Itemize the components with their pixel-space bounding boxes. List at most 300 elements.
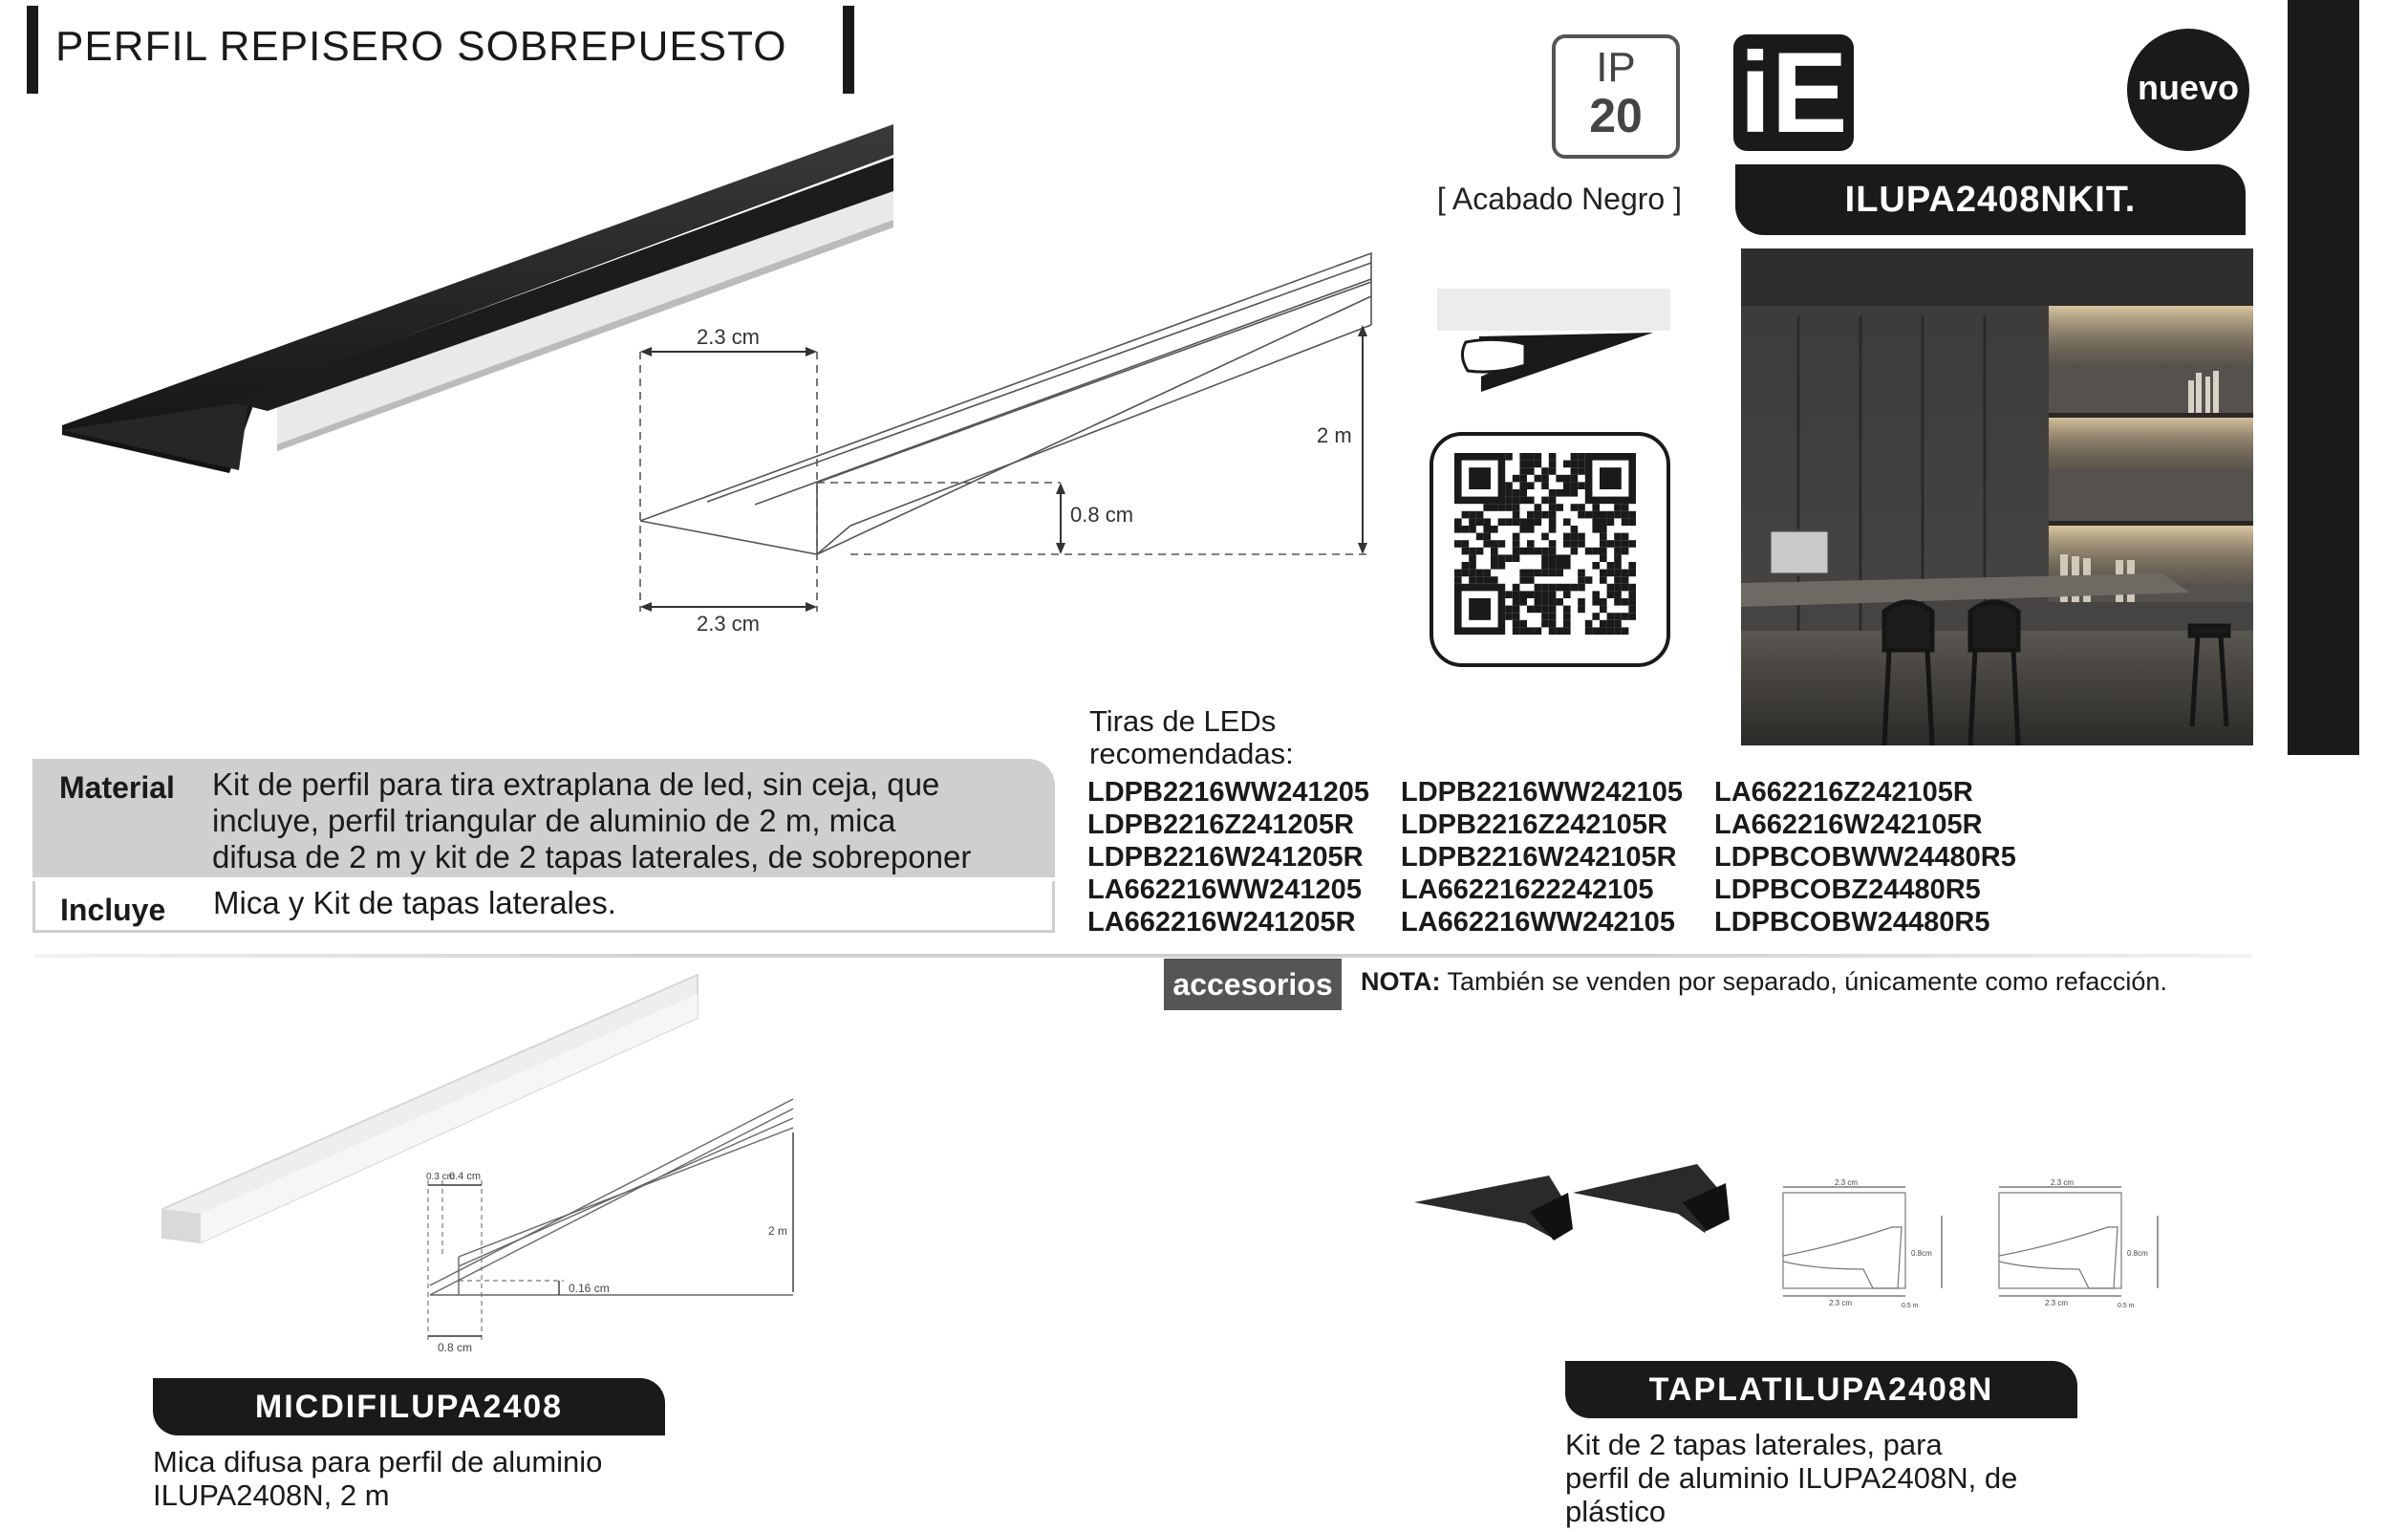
qr-module xyxy=(1483,540,1491,548)
qr-module xyxy=(1513,554,1520,562)
cap-dim-height: 0.8cm xyxy=(1911,1249,1932,1258)
qr-module xyxy=(1607,620,1615,628)
section-divider xyxy=(34,954,2251,958)
qr-module xyxy=(1519,598,1527,606)
qr-module xyxy=(1491,504,1498,511)
qr-module xyxy=(1607,562,1615,570)
qr-module xyxy=(1527,497,1535,505)
qr-module xyxy=(1505,606,1513,614)
qr-module xyxy=(1578,467,1585,475)
office-scene xyxy=(1741,248,2253,745)
qr-module xyxy=(1469,548,1476,555)
qr-module xyxy=(1556,570,1563,577)
profile-cross-section-image xyxy=(1437,289,1672,396)
qr-module xyxy=(1578,570,1585,577)
qr-module xyxy=(1527,467,1535,475)
led-item: LDPBCOBWW24480R5 xyxy=(1714,842,2016,873)
qr-module xyxy=(1628,518,1636,526)
qr-module xyxy=(1571,540,1579,548)
caps-desc-line: Kit de 2 tapas laterales, para xyxy=(1565,1428,1943,1461)
qr-module xyxy=(1622,518,1629,526)
qr-module xyxy=(1535,570,1542,577)
spec-row-material xyxy=(32,759,1055,877)
qr-module xyxy=(1614,548,1622,555)
qr-module xyxy=(1535,591,1542,598)
qr-module xyxy=(1600,511,1607,519)
ip-label: IP xyxy=(1596,44,1636,91)
qr-module xyxy=(1622,584,1629,592)
qr-module xyxy=(1614,627,1622,635)
qr-module xyxy=(1571,461,1579,468)
qr-module xyxy=(1513,620,1520,628)
title-bar-left xyxy=(27,6,38,94)
qr-module xyxy=(1541,482,1549,489)
caps-desc-line: perfil de aluminio ILUPA2408N, de xyxy=(1565,1461,2018,1495)
qr-module xyxy=(1563,554,1571,562)
qr-module xyxy=(1592,627,1600,635)
cap-dim-thick: 0.5 m xyxy=(1902,1303,1919,1309)
qr-module xyxy=(1556,584,1563,592)
qr-module xyxy=(1541,562,1549,570)
qr-module xyxy=(1535,606,1542,614)
mica-dimension-diagram xyxy=(401,1090,803,1357)
page-title: PERFIL REPISERO SOBREPUESTO xyxy=(55,23,787,70)
qr-module xyxy=(1592,562,1600,570)
qr-module xyxy=(1585,620,1593,628)
qr-module xyxy=(1622,540,1629,548)
qr-module xyxy=(1469,576,1476,584)
qr-module xyxy=(1519,497,1527,505)
qr-module xyxy=(1505,497,1513,505)
qr-module xyxy=(1614,570,1622,577)
qr-module xyxy=(1556,489,1563,497)
led-item: LDPBCOBZ24480R5 xyxy=(1714,874,1981,905)
accessories-label: accesorios xyxy=(1164,959,1342,1010)
qr-module xyxy=(1628,613,1636,620)
qr-module xyxy=(1622,598,1629,606)
qr-module xyxy=(1600,598,1607,606)
qr-module xyxy=(1578,584,1585,592)
qr-module xyxy=(1513,613,1520,620)
qr-module xyxy=(1483,570,1491,577)
brand-side-strip xyxy=(2288,0,2359,755)
new-badge: nuevo xyxy=(2127,29,2249,151)
product-code-tab: ILUPA2408NKIT. xyxy=(1735,164,2246,235)
qr-module xyxy=(1614,598,1622,606)
accessories-note xyxy=(1361,967,2167,997)
qr-module xyxy=(1571,467,1579,475)
qr-module xyxy=(1622,627,1629,635)
qr-module xyxy=(1571,475,1579,483)
qr-module xyxy=(1527,511,1535,519)
qr-module xyxy=(1519,526,1527,533)
qr-module xyxy=(1513,591,1520,598)
includes-value: Mica y Kit de tapas laterales. xyxy=(213,885,616,920)
qr-module xyxy=(1519,475,1527,483)
qr-module xyxy=(1541,620,1549,628)
qr-module xyxy=(1600,576,1607,584)
qr-module xyxy=(1622,613,1629,620)
qr-module xyxy=(1549,620,1557,628)
qr-module xyxy=(1614,562,1622,570)
qr-module xyxy=(1476,518,1484,526)
qr-module xyxy=(1600,606,1607,614)
qr-module xyxy=(1491,554,1498,562)
leds-title-line: recomendadas: xyxy=(1089,737,1294,770)
qr-module xyxy=(1476,548,1484,555)
qr-module xyxy=(1563,627,1571,635)
qr-module xyxy=(1592,518,1600,526)
qr-module xyxy=(1549,511,1557,519)
qr-module xyxy=(1592,548,1600,555)
qr-module xyxy=(1614,554,1622,562)
dim-width-top: 2.3 cm xyxy=(696,325,761,349)
qr-module xyxy=(1549,606,1557,614)
qr-module xyxy=(1578,504,1585,511)
qr-module xyxy=(1535,518,1542,526)
led-item: LDPB2216W241205R xyxy=(1087,842,1364,873)
qr-module xyxy=(1628,511,1636,519)
qr-module xyxy=(1578,453,1585,461)
qr-module xyxy=(1600,627,1607,635)
qr-module xyxy=(1614,613,1622,620)
ie-logo xyxy=(1733,29,1854,157)
qr-module xyxy=(1519,576,1527,584)
led-item: LDPB2216Z241205R xyxy=(1087,809,1354,840)
material-line: Kit de perfil para tira extraplana de led, sin ceja, que xyxy=(212,766,940,802)
qr-module xyxy=(1519,467,1527,475)
qr-module xyxy=(1527,461,1535,468)
qr-module xyxy=(1571,584,1579,592)
qr-module xyxy=(1491,526,1498,533)
qr-module xyxy=(1541,475,1549,483)
qr-module xyxy=(1571,533,1579,541)
qr-module xyxy=(1513,548,1520,555)
cap-dim-thick: 0.5 m xyxy=(2118,1303,2135,1309)
qr-module xyxy=(1519,570,1527,577)
qr-module xyxy=(1607,511,1615,519)
qr-module xyxy=(1476,511,1484,519)
qr-module xyxy=(1614,584,1622,592)
qr-module xyxy=(1535,584,1542,592)
qr-module xyxy=(1541,613,1549,620)
qr-module xyxy=(1563,482,1571,489)
qr-module xyxy=(1549,461,1557,468)
qr-module xyxy=(1505,518,1513,526)
mica-desc-line: Mica difusa para perfil de aluminio xyxy=(153,1445,603,1478)
qr-module xyxy=(1571,548,1579,555)
qr-module xyxy=(1549,591,1557,598)
qr-module xyxy=(1535,453,1542,461)
qr-module xyxy=(1527,526,1535,533)
qr-module xyxy=(1614,511,1622,519)
page-title-block xyxy=(27,6,854,94)
qr-module xyxy=(1549,497,1557,505)
qr-module xyxy=(1563,461,1571,468)
qr-module xyxy=(1571,453,1579,461)
qr-module xyxy=(1592,511,1600,519)
qr-module xyxy=(1513,489,1520,497)
qr-module xyxy=(1549,453,1557,461)
led-item: LDPB2216WW241205 xyxy=(1087,777,1369,808)
qr-module xyxy=(1535,511,1542,519)
note-bold: NOTA: xyxy=(1361,967,1441,996)
qr-module xyxy=(1614,540,1622,548)
dim-height: 0.8 cm xyxy=(1070,503,1134,527)
qr-module xyxy=(1513,511,1520,519)
brand-registered-mark: ® xyxy=(2366,523,2386,536)
qr-module xyxy=(1541,584,1549,592)
qr-module xyxy=(1549,548,1557,555)
qr-module xyxy=(1622,504,1629,511)
qr-module xyxy=(1513,475,1520,483)
led-list-col2 xyxy=(1401,776,1683,939)
qr-module xyxy=(1527,627,1535,635)
qr-module xyxy=(1505,482,1513,489)
cap-dim-height: 0.8cm xyxy=(2127,1249,2148,1258)
qr-module xyxy=(1585,548,1593,555)
qr-module xyxy=(1535,475,1542,483)
caps-code-tab: TAPLATILUPA2408N xyxy=(1565,1361,2077,1418)
qr-module xyxy=(1513,540,1520,548)
qr-module xyxy=(1563,613,1571,620)
qr-module xyxy=(1483,533,1491,541)
qr-module xyxy=(1513,606,1520,614)
qr-module xyxy=(1549,613,1557,620)
qr-module xyxy=(1622,548,1629,555)
material-value xyxy=(212,766,971,875)
led-item: LA662216WW242105 xyxy=(1401,907,1675,938)
qr-module xyxy=(1549,584,1557,592)
qr-module xyxy=(1519,461,1527,468)
qr-module xyxy=(1541,533,1549,541)
qr-module xyxy=(1498,554,1506,562)
qr-module xyxy=(1622,576,1629,584)
qr-module xyxy=(1454,518,1462,526)
mica-desc-line: ILUPA2408N, 2 m xyxy=(153,1478,390,1512)
qr-module xyxy=(1535,548,1542,555)
qr-module xyxy=(1519,548,1527,555)
qr-module xyxy=(1469,554,1476,562)
qr-code[interactable] xyxy=(1430,432,1670,667)
cap-dim-width: 2.3 cm xyxy=(1835,1178,1859,1187)
qr-finder xyxy=(1469,598,1491,620)
qr-module xyxy=(1556,504,1563,511)
qr-module xyxy=(1600,526,1607,533)
qr-module xyxy=(1600,518,1607,526)
mica-dim-b: 0.4 cm xyxy=(449,1171,482,1182)
qr-module xyxy=(1607,591,1615,598)
qr-module xyxy=(1527,606,1535,614)
qr-module xyxy=(1607,518,1615,526)
qr-finder xyxy=(1469,467,1491,489)
profile-dimension-diagram xyxy=(621,239,1386,640)
qr-module xyxy=(1498,504,1506,511)
qr-module xyxy=(1541,570,1549,577)
qr-module xyxy=(1607,540,1615,548)
finish-label: [ Acabado Negro ] xyxy=(1436,182,1682,216)
qr-module xyxy=(1483,504,1491,511)
qr-module xyxy=(1519,591,1527,598)
qr-module xyxy=(1513,584,1520,592)
ip-rating-value: 20 xyxy=(1589,89,1643,142)
spec-row-includes xyxy=(32,881,1055,933)
qr-module xyxy=(1592,526,1600,533)
qr-module xyxy=(1556,554,1563,562)
qr-module xyxy=(1513,497,1520,505)
qr-module xyxy=(1454,570,1462,577)
qr-module xyxy=(1527,540,1535,548)
qr-module xyxy=(1469,526,1476,533)
qr-module xyxy=(1563,518,1571,526)
qr-module xyxy=(1549,489,1557,497)
qr-module xyxy=(1535,461,1542,468)
qr-module xyxy=(1476,570,1484,577)
caps-description xyxy=(1565,1428,2017,1528)
qr-module xyxy=(1505,613,1513,620)
leds-title-line: Tiras de LEDs xyxy=(1089,704,1277,738)
qr-module xyxy=(1622,570,1629,577)
qr-module xyxy=(1519,489,1527,497)
qr-module xyxy=(1600,620,1607,628)
qr-module xyxy=(1498,562,1506,570)
cap-dim-width: 2.3 cm xyxy=(1829,1299,1853,1307)
qr-module xyxy=(1571,526,1579,533)
qr-module xyxy=(1563,533,1571,541)
qr-module xyxy=(1483,518,1491,526)
qr-module xyxy=(1491,548,1498,555)
qr-module xyxy=(1563,584,1571,592)
qr-module xyxy=(1541,554,1549,562)
qr-module xyxy=(1491,540,1498,548)
qr-module xyxy=(1600,533,1607,541)
qr-module xyxy=(1519,482,1527,489)
qr-module xyxy=(1578,461,1585,468)
qr-module xyxy=(1563,562,1571,570)
qr-module xyxy=(1549,540,1557,548)
qr-module xyxy=(1483,526,1491,533)
qr-module xyxy=(1462,548,1470,555)
qr-module xyxy=(1600,548,1607,555)
qr-module xyxy=(1556,475,1563,483)
qr-module xyxy=(1600,554,1607,562)
mica-dim-e: 2 m xyxy=(768,1224,788,1238)
qr-module xyxy=(1541,511,1549,519)
qr-module xyxy=(1556,598,1563,606)
qr-module xyxy=(1462,540,1470,548)
qr-module xyxy=(1549,504,1557,511)
qr-module xyxy=(1505,504,1513,511)
qr-module xyxy=(1498,540,1506,548)
led-item: LA662216Z242105R xyxy=(1714,777,1973,808)
qr-module xyxy=(1541,598,1549,606)
qr-code-graphic xyxy=(1433,436,1666,663)
led-list-col1 xyxy=(1087,776,1369,939)
qr-module xyxy=(1513,533,1520,541)
mica-dim-d: 0.8 cm xyxy=(438,1341,473,1354)
material-line: difusa de 2 m y kit de 2 tapas laterales, de sobreponer xyxy=(212,839,972,874)
mica-dim-c: 0.16 cm xyxy=(569,1282,610,1295)
material-line: incluye, perfil triangular de aluminio de 2 m, mica xyxy=(212,803,896,838)
mica-dim-a: 0.3 cm xyxy=(426,1172,456,1182)
ip-rating-badge xyxy=(1552,34,1680,159)
qr-module xyxy=(1592,598,1600,606)
cap-dim-width: 2.3 cm xyxy=(2045,1299,2069,1307)
qr-module xyxy=(1614,533,1622,541)
qr-module xyxy=(1535,627,1542,635)
qr-module xyxy=(1454,576,1462,584)
qr-module xyxy=(1498,518,1506,526)
qr-module xyxy=(1469,562,1476,570)
qr-module xyxy=(1549,570,1557,577)
qr-module xyxy=(1505,453,1513,461)
qr-module xyxy=(1535,504,1542,511)
qr-module xyxy=(1476,576,1484,584)
led-item: LDPB2216WW242105 xyxy=(1401,777,1683,808)
qr-module xyxy=(1462,562,1470,570)
qr-module xyxy=(1541,497,1549,505)
mica-description xyxy=(153,1445,602,1512)
qr-module xyxy=(1513,518,1520,526)
qr-module xyxy=(1462,570,1470,577)
qr-module xyxy=(1571,482,1579,489)
qr-module xyxy=(1563,606,1571,614)
qr-module xyxy=(1527,570,1535,577)
qr-module xyxy=(1614,504,1622,511)
brand-side-text xyxy=(2356,0,2408,726)
title-bar-right xyxy=(843,6,854,94)
qr-module xyxy=(1571,504,1579,511)
led-list-col3 xyxy=(1714,776,2016,939)
qr-module xyxy=(1519,620,1527,628)
qr-module xyxy=(1592,591,1600,598)
cap-dim-width: 2.3 cm xyxy=(2051,1178,2075,1187)
qr-module xyxy=(1469,518,1476,526)
qr-module xyxy=(1527,453,1535,461)
qr-module xyxy=(1628,562,1636,570)
qr-module xyxy=(1622,511,1629,519)
qr-module xyxy=(1527,518,1535,526)
qr-module xyxy=(1592,613,1600,620)
qr-module xyxy=(1585,627,1593,635)
qr-module xyxy=(1578,482,1585,489)
qr-module xyxy=(1563,540,1571,548)
led-item: LA662216W241205R xyxy=(1087,907,1356,938)
qr-module xyxy=(1578,606,1585,614)
qr-module xyxy=(1513,598,1520,606)
qr-module xyxy=(1462,526,1470,533)
installation-photo xyxy=(1741,248,2253,745)
ie-logo-text: iE xyxy=(1739,29,1848,157)
note-text: También se venden por separado, únicamente como refacción. xyxy=(1440,967,2167,996)
qr-module xyxy=(1628,591,1636,598)
qr-module xyxy=(1549,562,1557,570)
qr-module xyxy=(1519,453,1527,461)
led-item: LDPBCOBW24480R5 xyxy=(1714,907,1990,938)
qr-module xyxy=(1563,475,1571,483)
recommended-leds-title xyxy=(1089,705,1294,770)
qr-module xyxy=(1614,620,1622,628)
qr-module xyxy=(1454,540,1462,548)
qr-module xyxy=(1462,511,1470,519)
material-label: Material xyxy=(59,770,175,805)
qr-module xyxy=(1513,504,1520,511)
qr-module xyxy=(1469,511,1476,519)
qr-module xyxy=(1519,518,1527,526)
qr-module xyxy=(1556,562,1563,570)
qr-module xyxy=(1549,467,1557,475)
qr-module xyxy=(1578,533,1585,541)
